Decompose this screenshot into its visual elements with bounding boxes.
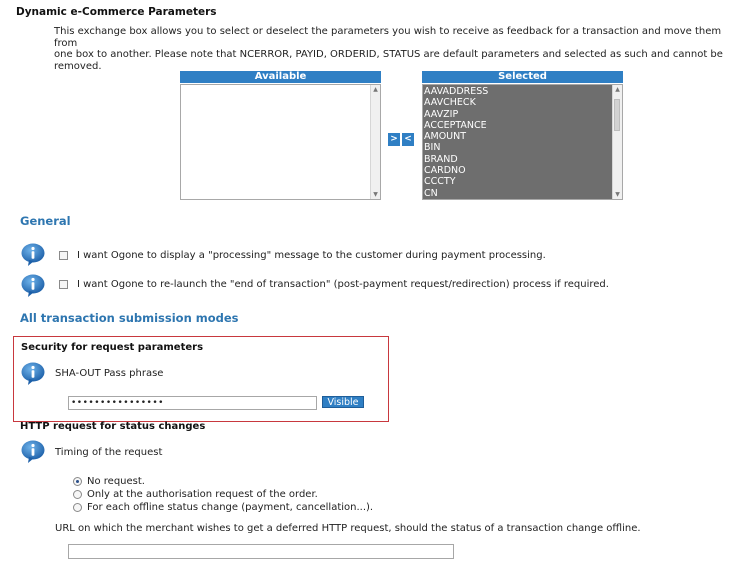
selected-header: Selected <box>422 71 623 83</box>
available-scrollbar[interactable] <box>370 85 380 199</box>
available-listbox[interactable] <box>180 84 381 200</box>
timing-radio-authorisation[interactable] <box>73 490 82 499</box>
http-request-heading: HTTP request for status changes <box>20 421 206 432</box>
info-icon <box>20 440 46 464</box>
deferred-url-label: URL on which the merchant wishes to get a deferred HTTP request, should the status of a transaction change offline. <box>55 523 641 534</box>
sha-out-label: SHA-OUT Pass phrase <box>55 368 164 379</box>
info-icon <box>20 274 46 298</box>
scroll-down-icon[interactable]: ▼ <box>615 191 620 198</box>
timing-radio-no-request[interactable] <box>73 477 82 486</box>
selected-listbox[interactable] <box>422 84 623 200</box>
password-value: •••••••••••••••• <box>71 398 164 408</box>
add-parameter-button[interactable]: > <box>388 133 400 146</box>
list-item[interactable]: CCCTY <box>424 176 456 188</box>
dynamic-params-title: Dynamic e-Commerce Parameters <box>16 6 217 18</box>
selected-items <box>424 86 488 199</box>
selected-scrollbar[interactable] <box>612 85 622 199</box>
list-item[interactable]: ACCEPTANCE <box>424 119 487 131</box>
deferred-url-input[interactable] <box>68 544 454 559</box>
scroll-down-icon[interactable]: ▼ <box>373 191 378 198</box>
general-heading: General <box>20 214 71 228</box>
dynamic-params-description: This exchange box allows you to select or deselect the parameters you wish to receive as feedback for a transaction and move them from one box to another. Please note that NCERROR, PAYID, ORDERID, STATUS are default parameters and selected as such and cannot be removed. <box>54 26 723 72</box>
timing-option-label: No request. <box>87 476 145 487</box>
scroll-up-icon[interactable]: ▲ <box>373 86 378 93</box>
timing-option-label: For each offline status change (payment, cancellation...). <box>87 502 374 513</box>
processing-message-checkbox[interactable] <box>59 251 68 260</box>
list-item[interactable]: AAVZIP <box>424 108 459 120</box>
remove-parameter-button[interactable]: < <box>402 133 414 146</box>
list-item[interactable]: AAVCHECK <box>424 97 476 109</box>
available-header: Available <box>180 71 381 83</box>
list-item[interactable]: BIN <box>424 142 441 154</box>
timing-radio-offline-change[interactable] <box>73 503 82 512</box>
timing-label: Timing of the request <box>55 447 163 458</box>
sha-out-passphrase-input[interactable] <box>68 396 317 410</box>
list-item[interactable]: CARDNO <box>424 165 466 177</box>
processing-message-label: I want Ogone to display a "processing" message to the customer during payment processing. <box>77 250 546 261</box>
scroll-up-icon[interactable]: ▲ <box>615 86 620 93</box>
visible-button[interactable]: Visible <box>322 396 364 408</box>
security-heading: Security for request parameters <box>21 342 204 353</box>
list-item[interactable]: CN <box>424 187 438 199</box>
timing-option-label: Only at the authorisation request of the order. <box>87 489 318 500</box>
list-item[interactable]: AAVADDRESS <box>424 86 489 97</box>
info-icon <box>20 243 46 267</box>
submission-modes-heading: All transaction submission modes <box>20 311 239 325</box>
scroll-thumb[interactable] <box>614 99 620 131</box>
list-item[interactable]: BRAND <box>424 153 458 165</box>
relaunch-checkbox[interactable] <box>59 280 68 289</box>
list-item[interactable]: AMOUNT <box>424 131 467 143</box>
info-icon <box>20 362 46 386</box>
relaunch-label: I want Ogone to re-launch the "end of transaction" (post-payment request/redirection) process if required. <box>77 279 609 290</box>
